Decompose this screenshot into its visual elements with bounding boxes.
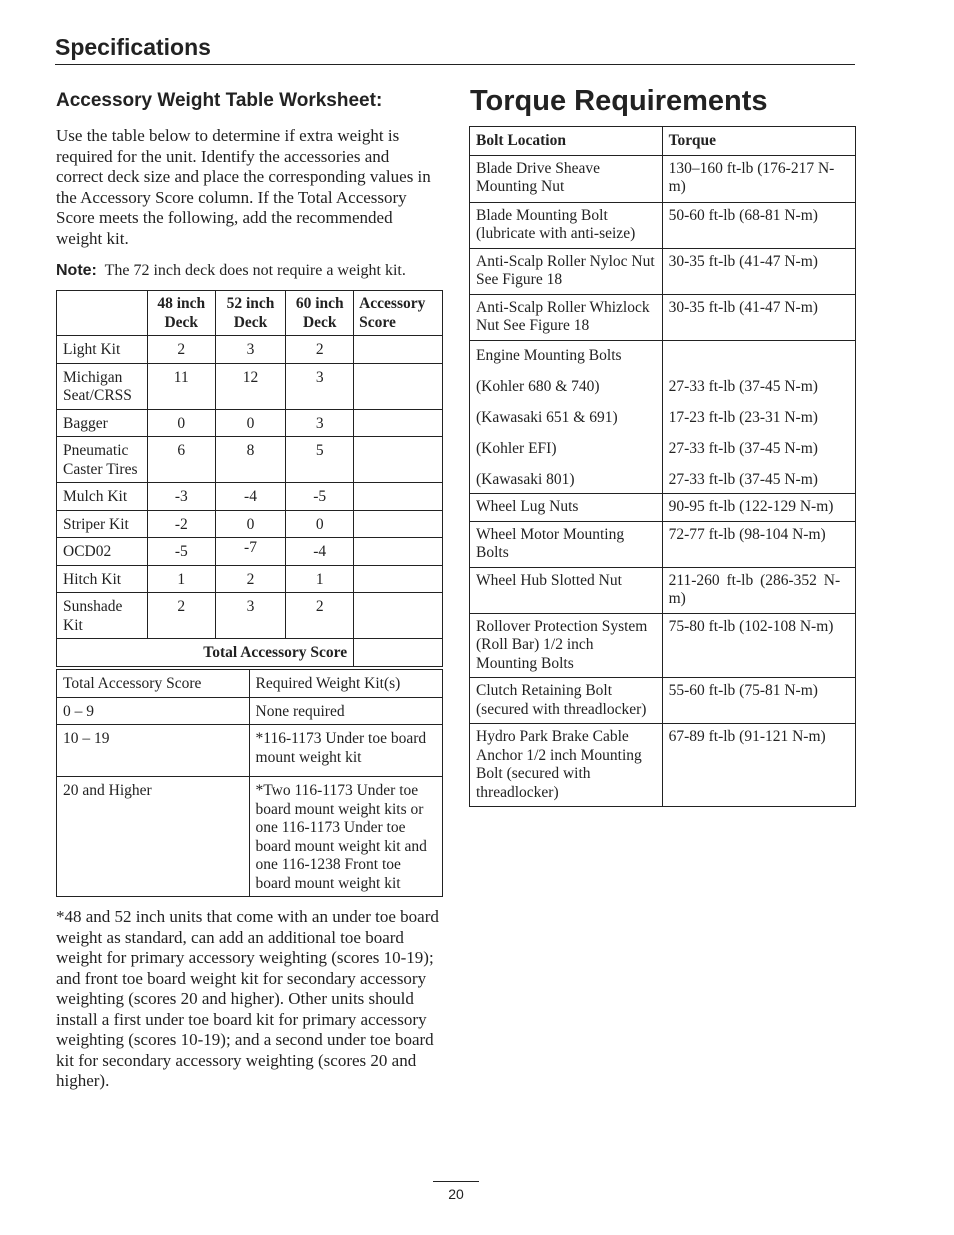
value-48: 2 — [147, 593, 215, 639]
engine-model: (Kohler EFI) — [476, 439, 557, 457]
header-bolt-location: Bolt Location — [470, 127, 663, 156]
accessory-score-cell — [354, 437, 443, 483]
table-row — [57, 483, 443, 511]
accessory-name: Pneumatic Caster Tires — [57, 437, 148, 483]
accessory-name: Hitch Kit — [57, 565, 148, 593]
value-48: 6 — [147, 437, 215, 483]
bolt-location: Clutch Retaining Bolt (secured with threadlocker) — [470, 678, 663, 724]
bolt-location: Wheel Motor Mounting Bolts — [470, 521, 663, 567]
accessory-name: Mulch Kit — [57, 483, 148, 511]
table-row — [57, 565, 443, 593]
page-number-rule — [433, 1181, 479, 1182]
bolt-location: Wheel Hub Slotted Nut — [470, 567, 663, 613]
torque-value: 67-89 ft-lb (91-121 N-m) — [662, 724, 855, 807]
value-48: 1 — [147, 565, 215, 593]
required-kit: *Two 116-1173 Under toe board mount weight kits or one 116-1173 Under toe board mount weight kit and one 116-1238 Front toe board mount weight kit — [249, 777, 442, 897]
note-label: Note: — [56, 262, 97, 279]
table-row — [470, 294, 856, 340]
value-52: 3 — [215, 593, 286, 639]
table-row — [57, 336, 443, 364]
accessory-score-cell — [354, 336, 443, 364]
torque-value: 130–160 ft-lb (176-217 N-m) — [662, 155, 855, 202]
engine-mounting-locations — [470, 340, 663, 494]
accessory-score-cell — [354, 409, 443, 437]
torque-value: 27-33 ft-lb (37-45 N-m) — [668, 377, 818, 395]
table-row — [57, 437, 443, 483]
torque-value: 30-35 ft-lb (41-47 N-m) — [662, 294, 855, 340]
accessory-name: Striper Kit — [57, 510, 148, 538]
value-60: 3 — [286, 409, 354, 437]
score-range: 20 and Higher — [57, 777, 250, 897]
torque-value: 211-260 ft-lb (286-352 N-m) — [662, 567, 855, 613]
value-60: 2 — [286, 336, 354, 364]
worksheet-note — [56, 261, 456, 281]
accessory-score-cell — [354, 593, 443, 639]
weight-kit-table — [56, 669, 443, 897]
value-52: 8 — [215, 437, 286, 483]
total-row — [57, 639, 443, 667]
bolt-location: Rollover Protection System (Roll Bar) 1/2 inch Mounting Bolts — [470, 613, 663, 678]
score-range: 0 – 9 — [57, 697, 250, 725]
value-60: 1 — [286, 565, 354, 593]
header-cell-60-deck: 60 inch Deck — [286, 291, 354, 336]
table-header-row — [470, 127, 856, 156]
engine-mounting-row — [470, 340, 856, 494]
value-48: 0 — [147, 409, 215, 437]
bolt-location: Hydro Park Brake Cable Anchor 1/2 inch Mounting Bolt (secured with threadlocker) — [470, 724, 663, 807]
accessory-score-cell — [354, 538, 443, 566]
value-60: -5 — [286, 483, 354, 511]
table-row — [470, 567, 856, 613]
value-52: 0 — [215, 510, 286, 538]
accessory-score-cell — [354, 363, 443, 409]
table-row — [57, 409, 443, 437]
note-text: The 72 inch deck does not require a weight kit. — [104, 262, 406, 279]
value-52: 0 — [215, 409, 286, 437]
accessory-score-cell — [354, 510, 443, 538]
required-kit: *116-1173 Under toe board mount weight kit — [249, 725, 442, 777]
header-required-kits: Required Weight Kit(s) — [249, 670, 442, 698]
worksheet-intro: Use the table below to determine if extra weight is required for the unit. Identify the accessories and correct deck size and place the corresponding values in the Accessory Score column. If the Total Accessory Score meets the following, add the recommended weight kit. — [56, 126, 431, 248]
table-row — [470, 613, 856, 678]
table-row — [57, 363, 443, 409]
torque-value: 75-80 ft-lb (102-108 N-m) — [662, 613, 855, 678]
header-cell-48-deck: 48 inch Deck — [147, 291, 215, 336]
value-52: 2 — [215, 565, 286, 593]
table-row — [57, 538, 443, 566]
accessory-name: Light Kit — [57, 336, 148, 364]
table-header-row — [57, 291, 443, 336]
table-row — [470, 724, 856, 807]
bolt-location: Blade Mounting Bolt (lubricate with anti-seize) — [470, 202, 663, 248]
required-kit: None required — [249, 697, 442, 725]
header-total-score: Total Accessory Score — [57, 670, 250, 698]
torque-value: 72-77 ft-lb (98-104 N-m) — [662, 521, 855, 567]
value-48: -5 — [147, 538, 215, 566]
bolt-location: Anti-Scalp Roller Whizlock Nut See Figure 18 — [470, 294, 663, 340]
header-cell-52-deck: 52 inch Deck — [215, 291, 286, 336]
accessory-weight-table — [56, 290, 443, 667]
value-60: 5 — [286, 437, 354, 483]
value-60: -4 — [286, 538, 354, 566]
bolt-location: Blade Drive Sheave Mounting Nut — [470, 155, 663, 202]
value-48: -2 — [147, 510, 215, 538]
torque-value: 90-95 ft-lb (122-129 N-m) — [662, 494, 855, 522]
engine-model: (Kawasaki 651 & 691) — [476, 408, 618, 426]
table-row — [57, 777, 443, 897]
value-48: -3 — [147, 483, 215, 511]
accessory-name: OCD02 — [57, 538, 148, 566]
torque-value: 30-35 ft-lb (41-47 N-m) — [662, 248, 855, 294]
torque-value: 55-60 ft-lb (75-81 N-m) — [662, 678, 855, 724]
weight-kit-footnote: *48 and 52 inch units that come with an under toe board weight as standard, can add an additional toe board weight for primary accessory weighting (scores 10-19); and front toe board weight kit for secondary accessory weighting (scores 20 and higher). Other units should install a first under toe board kit for primary accessory weighting (scores 10-19); and a second under toe board kit for secondary accessory weighting (scores 20 and higher). — [56, 907, 439, 1090]
table-row — [470, 678, 856, 724]
torque-value: 50-60 ft-lb (68-81 N-m) — [662, 202, 855, 248]
header-torque: Torque — [662, 127, 855, 156]
torque-requirements-table — [469, 126, 856, 807]
header-rule — [55, 64, 855, 65]
header-cell-accessory-score: Accessory Score — [354, 291, 443, 336]
table-row — [57, 593, 443, 639]
total-accessory-score-label: Total Accessory Score — [57, 639, 354, 667]
bolt-location: Anti-Scalp Roller Nyloc Nut See Figure 18 — [470, 248, 663, 294]
total-accessory-score-cell — [354, 639, 443, 667]
torque-heading: Torque Requirements — [470, 85, 768, 117]
accessory-score-cell — [354, 565, 443, 593]
value-52: -7 — [215, 538, 286, 566]
engine-model: (Kawasaki 801) — [476, 470, 575, 488]
accessory-name: Bagger — [57, 409, 148, 437]
table-row — [57, 697, 443, 725]
table-row — [470, 248, 856, 294]
table-row — [470, 155, 856, 202]
header-cell-blank — [57, 291, 148, 336]
value-52: -4 — [215, 483, 286, 511]
bolt-location: Wheel Lug Nuts — [470, 494, 663, 522]
table-row — [57, 725, 443, 777]
table-row — [57, 510, 443, 538]
table-header-row — [57, 670, 443, 698]
table-row — [470, 202, 856, 248]
table-row — [470, 494, 856, 522]
table-row — [470, 521, 856, 567]
torque-value: 27-33 ft-lb (37-45 N-m) — [668, 439, 818, 457]
engine-mounting-torques — [662, 340, 855, 494]
page-header-title: Specifications — [55, 34, 211, 60]
page-number: 20 — [448, 1186, 464, 1202]
value-60: 0 — [286, 510, 354, 538]
accessory-name: Sunshade Kit — [57, 593, 148, 639]
accessory-score-cell — [354, 483, 443, 511]
value-48: 2 — [147, 336, 215, 364]
score-range: 10 – 19 — [57, 725, 250, 777]
torque-value: 27-33 ft-lb (37-45 N-m) — [668, 470, 818, 488]
value-60: 2 — [286, 593, 354, 639]
value-60: 3 — [286, 363, 354, 409]
value-48: 11 — [147, 363, 215, 409]
torque-value: 17-23 ft-lb (23-31 N-m) — [668, 408, 818, 426]
engine-model: (Kohler 680 & 740) — [476, 377, 600, 395]
value-52: 12 — [215, 363, 286, 409]
worksheet-heading: Accessory Weight Table Worksheet: — [56, 90, 383, 111]
value-52: 3 — [215, 336, 286, 364]
engine-mounting-title: Engine Mounting Bolts — [476, 346, 622, 364]
accessory-name: Michigan Seat/CRSS — [57, 363, 148, 409]
